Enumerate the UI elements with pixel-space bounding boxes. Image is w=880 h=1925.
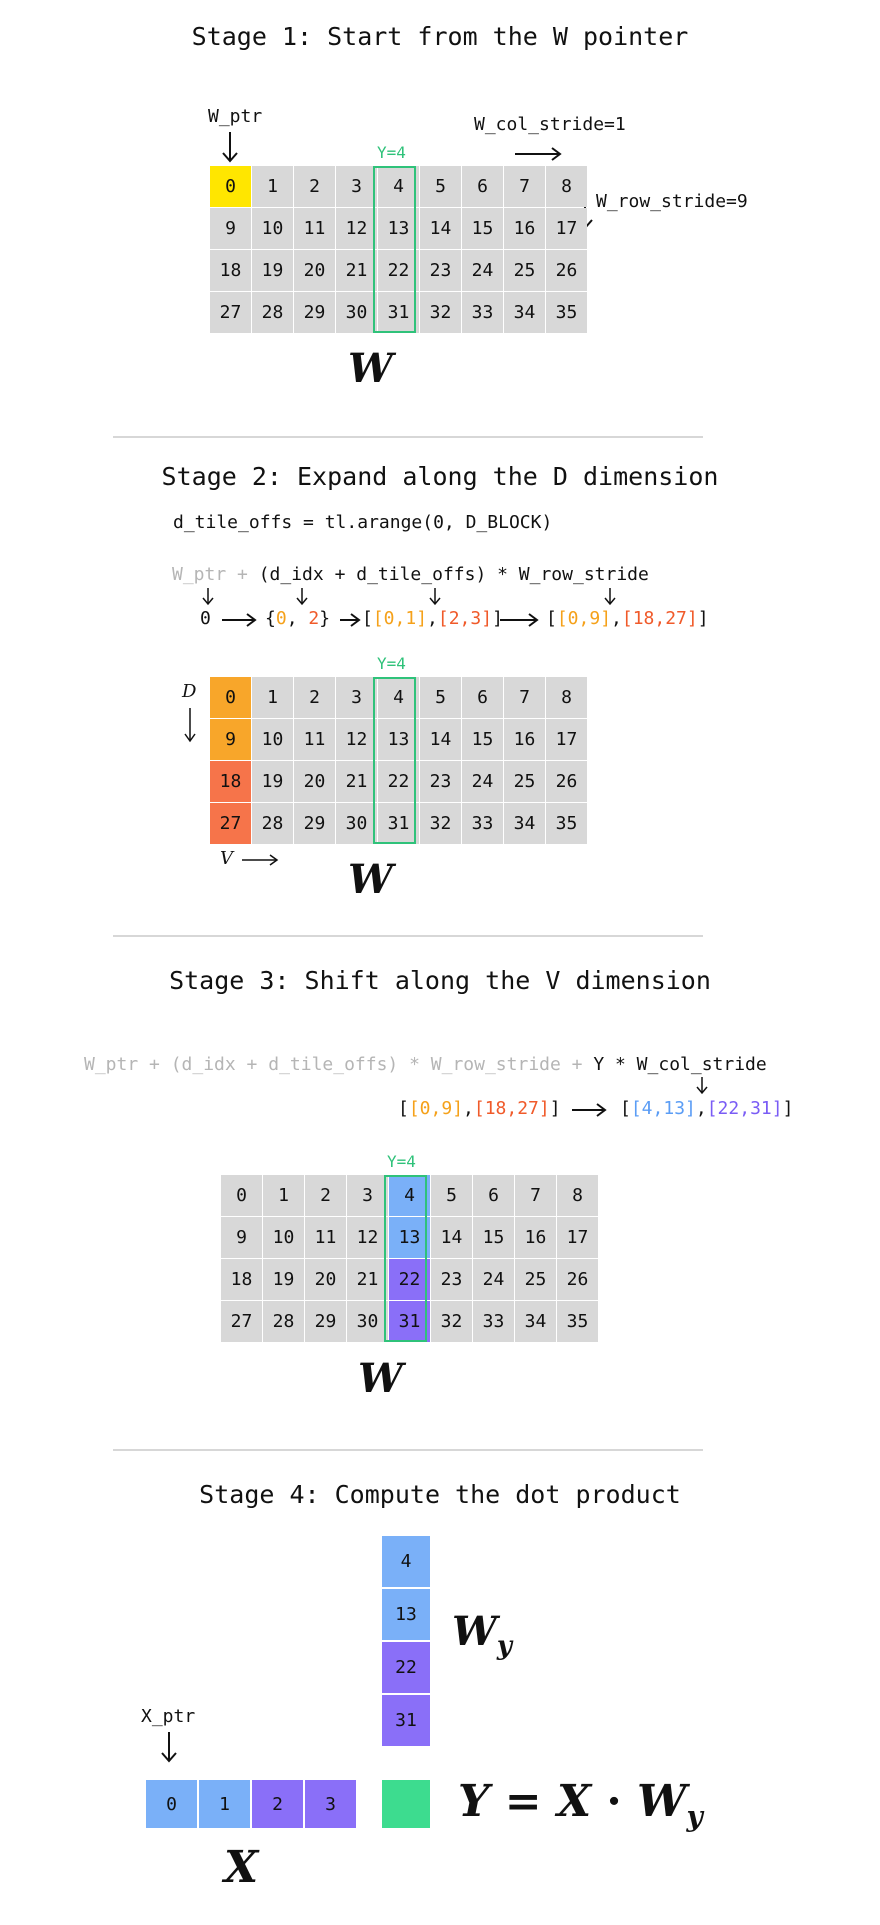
matrix-cell: 17 (546, 208, 587, 249)
matrix-cell: 32 (420, 292, 461, 333)
expr-ptr-text: W_ptr (172, 564, 227, 585)
wy-label (452, 1608, 512, 1661)
base-offsets (398, 1098, 561, 1119)
matrix-cell: 25 (504, 250, 545, 291)
row-pair-1: [0,1] (372, 608, 428, 629)
tile-index-0: 0 (275, 608, 287, 629)
matrix-cell: 1 (252, 166, 293, 207)
matrix-cell: 31 (378, 803, 419, 844)
down-arrow-icon (602, 588, 618, 608)
matrix-cell: 34 (515, 1301, 556, 1342)
matrix-cell: 14 (420, 208, 461, 249)
matrix-cell: 7 (504, 677, 545, 718)
matrix-cell: 6 (473, 1175, 514, 1216)
matrix-cell: 10 (252, 208, 293, 249)
matrix-cell: 11 (305, 1217, 346, 1258)
section-divider (113, 935, 703, 937)
matrix-cell: 21 (336, 761, 377, 802)
wy-column-vector (382, 1536, 430, 1746)
matrix-cell: 14 (431, 1217, 472, 1258)
matrix-cell: 23 (431, 1259, 472, 1300)
matrix-cell: 14 (420, 719, 461, 760)
matrix-cell: 22 (389, 1259, 430, 1300)
offset-pair-2: [18,27] (621, 608, 698, 629)
stage1-title: Stage 1: Start from the W pointer (191, 22, 689, 51)
down-arrow-icon (427, 588, 443, 608)
right-arrow-icon (500, 612, 540, 628)
matrix-cell: 19 (252, 250, 293, 291)
matrix-cell: 9 (210, 208, 251, 249)
x-row-vector (146, 1780, 356, 1828)
matrix-cell: 0 (210, 677, 251, 718)
matrix-cell: 16 (515, 1217, 556, 1258)
matrix-cell: 31 (389, 1301, 430, 1342)
matrix-cell: 3 (347, 1175, 388, 1216)
matrix-cell: 1 (263, 1175, 304, 1216)
col-stride-arrow-icon (515, 146, 565, 162)
matrix-cell: 8 (557, 1175, 598, 1216)
wy-cell: 22 (382, 1642, 430, 1693)
matrix-cell: 16 (504, 208, 545, 249)
expr-rest-text: (d_idx + d_tile_offs) * W_row_stride (247, 564, 649, 585)
bracket-close: ] (782, 1098, 794, 1119)
right-arrow-icon (222, 612, 258, 628)
v-axis-label: V (220, 848, 233, 869)
selected-column-box (373, 677, 416, 844)
matrix-cell: 28 (263, 1301, 304, 1342)
matrix-cell: 19 (252, 761, 293, 802)
pointer-expression (172, 564, 649, 585)
expr-gray-text: W_ptr + (d_idx + d_tile_offs) * W_row_stride + (84, 1054, 583, 1075)
section-divider (113, 436, 703, 438)
stage4-title: Stage 4: Compute the dot product (199, 1480, 681, 1509)
wy-cell: 31 (382, 1695, 430, 1746)
matrix-cell: 26 (557, 1259, 598, 1300)
matrix-cell: 30 (336, 803, 377, 844)
matrix-cell: 2 (294, 677, 335, 718)
wy-cell: 13 (382, 1589, 430, 1640)
row-index-pairs (362, 608, 503, 629)
matrix-cell: 28 (252, 292, 293, 333)
d-axis-arrow-icon (182, 708, 198, 744)
matrix-cell: 12 (347, 1217, 388, 1258)
matrix-cell: 9 (210, 719, 251, 760)
matrix-cell: 27 (221, 1301, 262, 1342)
x-cell: 1 (199, 1780, 250, 1828)
comma: , (611, 608, 622, 629)
eq-lhs: Y (458, 1776, 490, 1827)
matrix-cell: 18 (210, 250, 251, 291)
expr-plus-text: + (226, 564, 248, 585)
y-index-label: Y=4 (377, 654, 406, 673)
wy-label-w: W (452, 1608, 497, 1655)
bracket-close: ] (697, 608, 709, 629)
bracket-open: [ (546, 608, 557, 629)
eq-dot: · (591, 1776, 638, 1827)
matrix-cell: 6 (462, 166, 503, 207)
y-index-label: Y=4 (377, 143, 406, 162)
v-axis-arrow-icon (242, 852, 282, 868)
matrix-cell: 33 (473, 1301, 514, 1342)
matrix-cell: 24 (473, 1259, 514, 1300)
matrix-cell: 29 (294, 292, 335, 333)
matrix-cell: 19 (263, 1259, 304, 1300)
matrix-cell: 7 (504, 166, 545, 207)
matrix-cell: 3 (336, 677, 377, 718)
matrix-cell: 20 (294, 761, 335, 802)
offset-pair-2: [18,27] (473, 1098, 550, 1119)
matrix-cell: 4 (378, 166, 419, 207)
comma: , (463, 1098, 474, 1119)
matrix-cell: 17 (546, 719, 587, 760)
matrix-cell: 4 (389, 1175, 430, 1216)
down-arrow-icon (200, 588, 216, 608)
wy-cell: 4 (382, 1536, 430, 1587)
matrix-cell: 31 (378, 292, 419, 333)
matrix-cell: 33 (462, 292, 503, 333)
matrix-cell: 18 (221, 1259, 262, 1300)
matrix-cell: 8 (546, 677, 587, 718)
tile-index-2: 2 (308, 608, 320, 629)
y-index-label: Y=4 (387, 1152, 416, 1171)
matrix-cell: 20 (294, 250, 335, 291)
right-arrow-icon (572, 1102, 608, 1118)
d-tile-offs-code: d_tile_offs = tl.arange(0, D_BLOCK) (173, 512, 553, 533)
seq-zero: 0 (200, 608, 211, 629)
bracket-close: ] (492, 608, 503, 629)
eq-equals: = (489, 1776, 557, 1827)
x-cell: 0 (146, 1780, 197, 1828)
tile-index-set (265, 608, 330, 629)
w-ptr-arrow-icon (220, 132, 240, 164)
matrix-cell: 35 (546, 803, 587, 844)
matrix-cell: 33 (462, 803, 503, 844)
matrix-cell: 12 (336, 719, 377, 760)
matrix-cell: 0 (221, 1175, 262, 1216)
matrix-cell: 13 (378, 208, 419, 249)
matrix-cell: 21 (336, 250, 377, 291)
x-cell: 3 (305, 1780, 356, 1828)
w-matrix-label: W (348, 856, 393, 903)
matrix-cell: 35 (557, 1301, 598, 1342)
dot-product-equation (458, 1776, 703, 1833)
shift-expression (84, 1054, 767, 1075)
bracket-open: [ (362, 608, 373, 629)
matrix-cell: 22 (378, 761, 419, 802)
matrix-cell: 15 (473, 1217, 514, 1258)
stage2-title: Stage 2: Expand along the D dimension (161, 462, 719, 491)
row-stride-label: W_row_stride=9 (596, 191, 748, 212)
matrix-cell: 6 (462, 677, 503, 718)
matrix-cell: 21 (347, 1259, 388, 1300)
bracket-open: [ (620, 1098, 631, 1119)
matrix-cell: 18 (210, 761, 251, 802)
matrix-cell: 5 (420, 677, 461, 718)
matrix-cell: 5 (420, 166, 461, 207)
matrix-cell: 4 (378, 677, 419, 718)
x-ptr-arrow-icon (159, 1732, 179, 1764)
right-arrow-icon (340, 612, 362, 628)
bracket-close: ] (549, 1098, 561, 1119)
shifted-offsets (620, 1098, 793, 1119)
matrix-cell: 35 (546, 292, 587, 333)
matrix-cell: 17 (557, 1217, 598, 1258)
matrix-cell: 10 (263, 1217, 304, 1258)
expr-black-text: Y * W_col_stride (582, 1054, 767, 1075)
matrix-cell: 3 (336, 166, 377, 207)
w-ptr-label: W_ptr (208, 106, 263, 127)
matrix-cell: 26 (546, 761, 587, 802)
matrix-cell: 24 (462, 250, 503, 291)
comma: , (695, 1098, 707, 1119)
x-vector-label: X (224, 1842, 259, 1893)
matrix-cell: 34 (504, 803, 545, 844)
eq-w-sub: y (686, 1799, 703, 1833)
matrix-cell: 29 (305, 1301, 346, 1342)
matrix-cell: 15 (462, 208, 503, 249)
result-cell (382, 1780, 430, 1828)
matrix-cell: 27 (210, 803, 251, 844)
stage3-title: Stage 3: Shift along the V dimension (169, 966, 711, 995)
matrix-cell: 30 (347, 1301, 388, 1342)
matrix-cell: 5 (431, 1175, 472, 1216)
matrix-cell: 20 (305, 1259, 346, 1300)
comma: , (286, 608, 309, 629)
matrix-cell: 23 (420, 761, 461, 802)
row-pair-2: [2,3] (437, 608, 493, 629)
matrix-cell: 25 (504, 761, 545, 802)
matrix-cell: 2 (305, 1175, 346, 1216)
matrix-cell: 7 (515, 1175, 556, 1216)
comma: , (427, 608, 438, 629)
matrix-cell: 11 (294, 208, 335, 249)
matrix-cell: 34 (504, 292, 545, 333)
matrix-cell: 2 (294, 166, 335, 207)
selected-column-box (373, 166, 416, 333)
brace-open: { (265, 608, 276, 629)
x-ptr-label: X_ptr (141, 1706, 196, 1727)
d-axis-label: D (182, 681, 197, 702)
matrix-cell: 27 (210, 292, 251, 333)
bracket-open: [ (398, 1098, 409, 1119)
w-matrix-label: W (348, 345, 393, 392)
offset-pair-1: [0,9] (556, 608, 612, 629)
down-arrow-icon (294, 588, 310, 608)
matrix-cell: 32 (420, 803, 461, 844)
matrix-cell: 1 (252, 677, 293, 718)
wy-label-sub: y (496, 1631, 513, 1661)
col-stride-label: W_col_stride=1 (474, 114, 626, 135)
matrix-cell: 32 (431, 1301, 472, 1342)
down-arrow-icon (694, 1077, 710, 1097)
brace-close: } (319, 608, 331, 629)
offset-pairs (546, 608, 709, 629)
eq-w: W (637, 1776, 687, 1827)
matrix-cell: 9 (221, 1217, 262, 1258)
x-cell: 2 (252, 1780, 303, 1828)
matrix-cell: 0 (210, 166, 251, 207)
matrix-cell: 30 (336, 292, 377, 333)
shifted-pair-1: [4,13] (630, 1098, 696, 1119)
matrix-cell: 13 (378, 719, 419, 760)
matrix-cell: 16 (504, 719, 545, 760)
selected-column-box (384, 1175, 427, 1342)
matrix-cell: 8 (546, 166, 587, 207)
shifted-pair-2: [22,31] (706, 1098, 783, 1119)
matrix-cell: 15 (462, 719, 503, 760)
matrix-cell: 26 (546, 250, 587, 291)
offset-pair-1: [0,9] (408, 1098, 464, 1119)
matrix-cell: 28 (252, 803, 293, 844)
matrix-cell: 22 (378, 250, 419, 291)
matrix-cell: 23 (420, 250, 461, 291)
matrix-cell: 25 (515, 1259, 556, 1300)
matrix-cell: 10 (252, 719, 293, 760)
matrix-cell: 29 (294, 803, 335, 844)
eq-x: X (556, 1776, 592, 1827)
matrix-cell: 12 (336, 208, 377, 249)
matrix-cell: 24 (462, 761, 503, 802)
matrix-cell: 11 (294, 719, 335, 760)
w-matrix-label: W (358, 1355, 403, 1402)
matrix-cell: 13 (389, 1217, 430, 1258)
section-divider (113, 1449, 703, 1451)
